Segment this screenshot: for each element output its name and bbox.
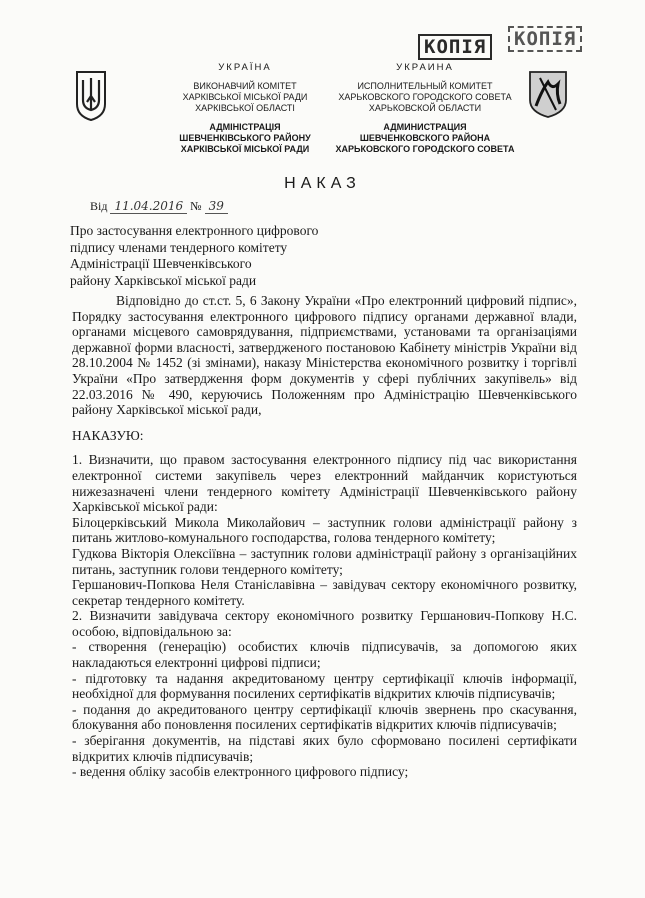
trident-emblem-icon (74, 70, 108, 122)
header-ukrainian (150, 62, 340, 155)
date-label: Від (90, 199, 108, 213)
header-line: ШЕВЧЕНКОВСКОГО РАЙОНА (359, 133, 491, 143)
order-item: Білоцерківський Микола Миколайович – заступник голови адміністрації району з питань житлово-комунального господарства, голова тендерного комітету; (72, 514, 577, 546)
subject-block (70, 223, 370, 289)
header-line: ШЕВЧЕНКІВСЬКОГО РАЙОНУ (179, 133, 311, 143)
header-line: АДМИНИСТРАЦИЯ (383, 122, 467, 132)
order-item: Гершанович-Попкова Неля Станіславівна – завідувач сектору економічного розвитку, секретар тендерного комітету. (72, 577, 577, 608)
order-item: Гудкова Вікторія Олексіївна – заступник голови адміністрації району з організаційних питань, заступник голови тендерного комітету; (72, 545, 577, 577)
header-country: УКРАИНА (396, 62, 454, 73)
header-line: АДМІНІСТРАЦІЯ (209, 122, 281, 132)
header-line: ИСПОЛНИТЕЛЬНЫЙ КОМИТЕТ (357, 81, 493, 91)
order-heading: НАКАЗУЮ: (72, 427, 144, 443)
order-item: - створення (генерацію) особистих ключів підписувачів, за допомогою яких накладаються електронні цифрові підписи; (72, 639, 577, 671)
header-line: ХАРЬКОВСКОЙ ОБЛАСТИ (368, 103, 482, 113)
document-title: НАКАЗ (284, 175, 361, 192)
date-line (90, 199, 228, 214)
order-item: - подання до акредитованого центру сертифікації ключів звернень про скасування, блокування або поновлення посилених сертифікатів відкритих ключів підписувачів; (72, 701, 577, 733)
header-country: УКРАЇНА (218, 62, 272, 73)
copy-stamp-secondary: КОПІЯ (508, 26, 582, 52)
order-item: - ведення обліку засобів електронного цифрового підпису; (72, 764, 409, 780)
order-item: 1. Визначити, що правом застосування електронного підпису під час використання електронної системи закупівель через електронний майданчик користуються нижезазначені члени тендерного комітету Адміністрації Шевченківського району Харківської міської ради: (72, 452, 577, 515)
kharkiv-coat-of-arms-icon (528, 70, 568, 118)
subject-line: підпису членами тендерного комітету (70, 239, 288, 255)
subject-line: Адміністрації Шевченківського (70, 256, 252, 271)
header-line: ВИКОНАВЧИЙ КОМІТЕТ (193, 81, 297, 91)
subject-line: Про застосування електронного цифрового (70, 223, 319, 238)
document-date: 11.04.2016 (110, 199, 187, 214)
order-item: 2. Визначити завідувача сектору економічного розвитку Гершанович-Попкову Н.С. особою, відповідальною за: (72, 608, 577, 639)
header-line: ХАРЬКОВСКОГО ГОРОДСКОГО СОВЕТА (338, 92, 512, 102)
header-line: ХАРКІВСЬКОЇ МІСЬКОЇ РАДИ (180, 144, 310, 154)
header-line: ХАРЬКОВСКОГО ГОРОДСКОГО СОВЕТА (335, 144, 515, 154)
preamble-paragraph: Відповідно до ст.ст. 5, 6 Закону України «Про електронний цифровий підпис», Порядку застосування електронного цифрового підпису органами державної влади, органами місцевого самоврядування, підприємствами, установами та організаціями державної форми власності, затвердженого постановою Кабінету міністрів України від 28.10.2004 № 1452 (зі змінами), наказу Міністерства економічного розвитку і торгівлі України «Про затвердження форм документів у сфері публічних закупівель» від 22.03.2016 № 490, керуючись Положенням про Адміністрацію Шевченківського району Харківської міської ради, (72, 293, 577, 418)
document-body (72, 293, 577, 780)
order-item: - підготовку та надання акредитованому центру сертифікації ключів інформації, необхідної для формування посилених сертифікатів відкритих ключів підписувачів; (72, 670, 577, 702)
order-item: - зберігання документів, на підставі яких було сформовано посилені сертифікати відкритих ключів підписувачів; (72, 733, 577, 764)
number-label: № (190, 199, 202, 213)
header-line: ХАРКІВСЬКОЇ МІСЬКОЇ РАДИ (182, 92, 308, 102)
copy-stamp: КОПІЯ (418, 34, 492, 60)
document-number: 39 (205, 199, 228, 214)
subject-line: району Харківської міської ради (70, 272, 257, 288)
header-russian (315, 62, 535, 155)
header-line: ХАРКІВСЬКОЇ ОБЛАСТІ (195, 103, 295, 113)
